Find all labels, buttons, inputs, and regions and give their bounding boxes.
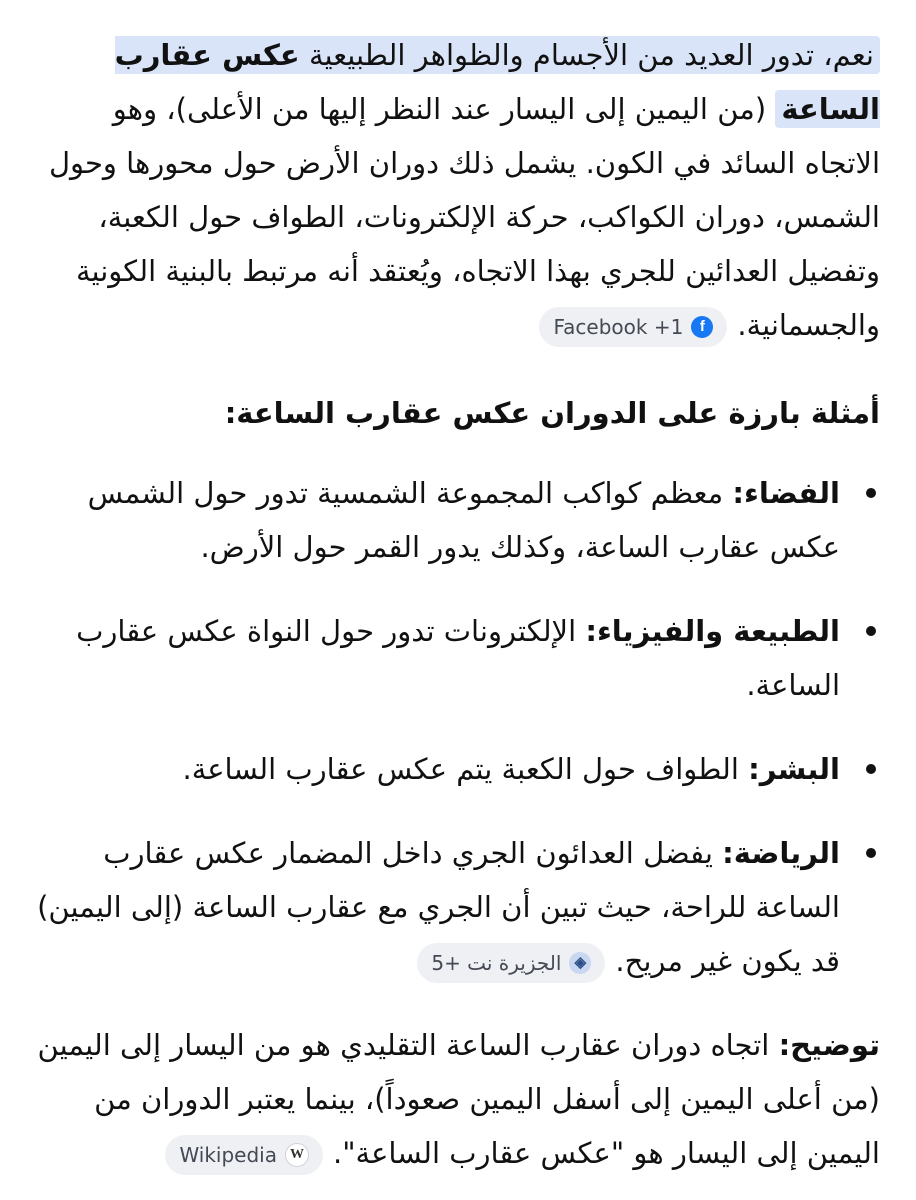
bullet-icon — [866, 488, 876, 498]
clarification-title: توضيح: — [778, 1028, 880, 1062]
clarification-text: اتجاه دوران عقارب الساعة التقليدي هو من اليسار إلى اليمين (من أعلى اليمين إلى أسفل اليمين صعوداً)، بينما يعتبر الدوران من اليمين إلى اليسار هو "عكس عقارب الساعة". — [37, 1028, 880, 1170]
bullet-icon — [866, 626, 876, 636]
clarification-paragraph — [36, 1018, 880, 1180]
source-chip-label: الجزيرة نت +5 — [431, 951, 562, 975]
example-title: البشر: — [748, 752, 840, 786]
example-text: الإلكترونات تدور حول النواة عكس عقارب الساعة. — [76, 614, 840, 702]
example-text: الطواف حول الكعبة يتم عكس عقارب الساعة. — [182, 752, 749, 786]
list-item — [36, 742, 880, 796]
list-item — [36, 604, 880, 712]
wikipedia-icon: W — [285, 1143, 309, 1167]
intro-text: (من اليمين إلى اليسار عند النظر إليها من الأعلى)، وهو الاتجاه السائد في الكون. يشمل ذلك دوران الأرض حول محورها وحول الشمس، دوران الكواكب، حركة الإلكترونات، الطواف حول الكعبة، وتفضيل العدائين للجري بهذا الاتجاه، ويُعتقد أنه مرتبط بالبنية الكونية والجسمانية. — [48, 92, 880, 342]
example-title: الفضاء: — [732, 476, 840, 510]
bullet-icon — [866, 764, 876, 774]
examples-list — [36, 466, 880, 988]
highlight-bold: عكس عقارب الساعة — [114, 38, 880, 126]
intro-paragraph — [36, 28, 880, 352]
source-chip-wikipedia[interactable] — [165, 1135, 323, 1175]
example-text: معظم كواكب المجموعة الشمسية تدور حول الشمس عكس عقارب الساعة، وكذلك يدور القمر حول الأرض. — [87, 476, 840, 564]
example-title: الرياضة: — [722, 836, 840, 870]
example-title: الطبيعة والفيزياء: — [585, 614, 840, 648]
examples-heading: أمثلة بارزة على الدوران عكس عقارب الساعة: — [224, 396, 880, 430]
list-item — [36, 466, 880, 574]
facebook-icon: f — [691, 316, 713, 338]
source-chip-label: Wikipedia — [179, 1143, 277, 1167]
example-text: يفضل العدائون الجري داخل المضمار عكس عقارب الساعة للراحة، حيث تبين أن الجري مع عقارب الساعة (إلى اليمين) قد يكون غير مريح. — [37, 836, 840, 978]
source-chip-aljazeera[interactable] — [417, 943, 605, 983]
source-chip-facebook[interactable] — [539, 307, 727, 347]
aljazeera-icon: ◈ — [569, 952, 591, 974]
bullet-icon — [866, 848, 876, 858]
list-item — [36, 826, 880, 988]
highlight-start: نعم، تدور العديد من الأجسام والظواهر الطبيعية — [299, 38, 874, 72]
source-chip-label: Facebook +1 — [553, 315, 684, 339]
